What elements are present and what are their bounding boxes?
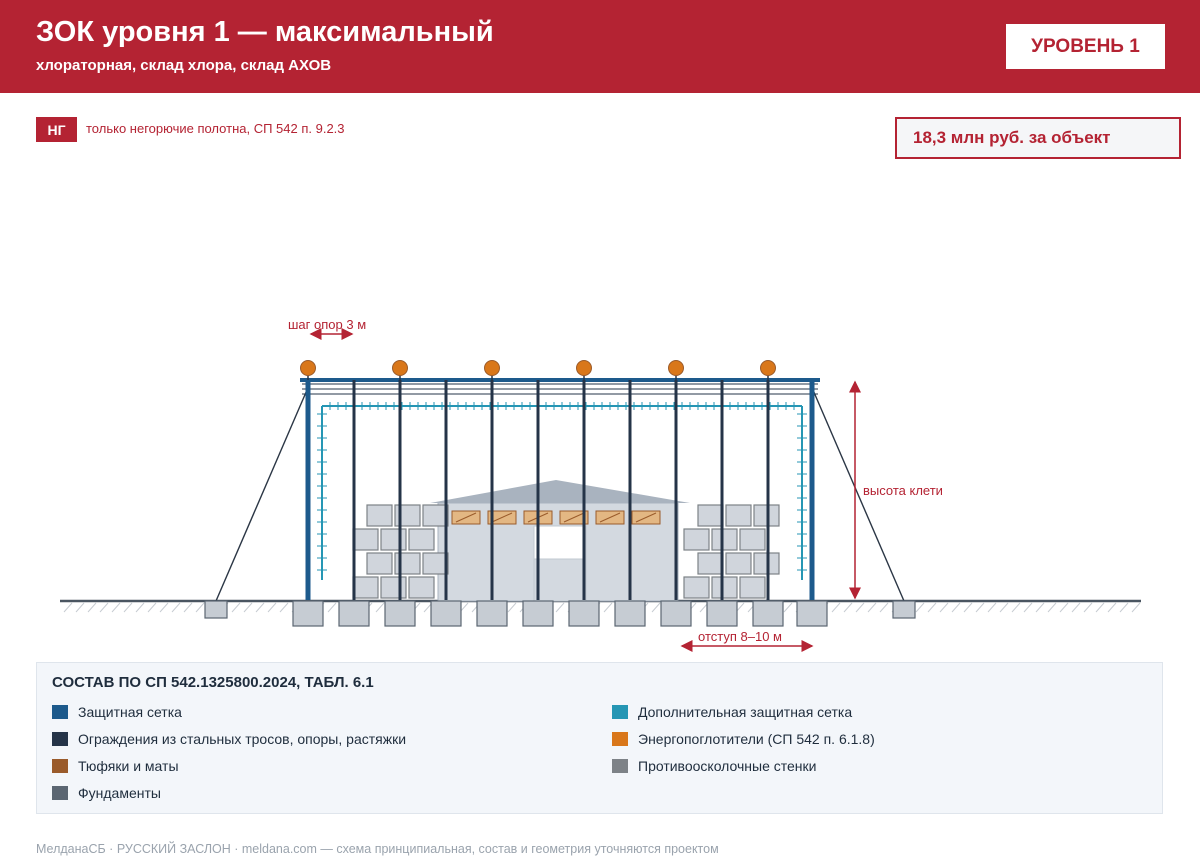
foundation-block	[523, 601, 553, 626]
ng-badge: НГ	[36, 117, 77, 142]
dimension-support-step	[288, 317, 366, 334]
legend-item-label: Энергопоглотители (СП 542 п. 6.1.8)	[638, 731, 875, 747]
legend-item-label: Противоосколочные стенки	[638, 758, 817, 774]
dimension-offset	[682, 629, 812, 646]
footer-text: МелданаСБ · РУССКИЙ ЗАСЛОН · meldana.com — схема принципиальная, состав и геометрия уточняются проектом	[36, 842, 719, 856]
legend-item-foundations	[52, 785, 161, 801]
foundation-block	[707, 601, 737, 626]
legend-swatch	[612, 759, 628, 773]
legend-title: СОСТАВ ПО СП 542.1325800.2024, ТАБЛ. 6.1	[52, 674, 374, 691]
page-subtitle: хлораторная, склад хлора, склад АХОВ	[36, 57, 332, 74]
energy-absorber	[669, 361, 684, 376]
legend-panel	[36, 662, 1163, 814]
anchor-block	[205, 601, 227, 618]
energy-absorber	[393, 361, 408, 376]
foundation-block	[339, 601, 369, 626]
foundation-block	[615, 601, 645, 626]
price-text: 18,3 млн руб. за объект	[913, 128, 1111, 147]
energy-absorbers	[301, 361, 776, 381]
foundation-block	[753, 601, 783, 626]
energy-absorber	[577, 361, 592, 376]
legend-item-additional-net	[612, 704, 852, 720]
legend-item-energy-absorbers	[612, 731, 875, 747]
building-door	[534, 559, 586, 601]
legend-item-label: Защитная сетка	[78, 704, 182, 720]
legend-item-label: Тюфяки и маты	[78, 758, 179, 774]
cable-lines	[302, 384, 818, 394]
foundation-block	[385, 601, 415, 626]
legend-item-mattresses	[52, 758, 179, 774]
label-support-step: шаг опор 3 м	[288, 317, 367, 332]
legend-item-blast-walls	[612, 758, 816, 774]
legend-swatch	[612, 705, 628, 719]
foundation-block	[569, 601, 599, 626]
anchor-block	[893, 601, 915, 618]
page-title: ЗОК уровня 1 — максимальный	[36, 16, 494, 48]
label-offset: отступ 8–10 м	[698, 629, 782, 644]
legend-swatch	[52, 705, 68, 719]
foundation-block	[797, 601, 827, 626]
blast-wall-right	[684, 505, 779, 598]
legend-swatch	[612, 732, 628, 746]
energy-absorber	[485, 361, 500, 376]
energy-absorber	[761, 361, 776, 376]
legend-item-label: Фундаменты	[78, 785, 161, 801]
level-badge: УРОВЕНЬ 1	[1006, 24, 1165, 69]
energy-absorber	[301, 361, 316, 376]
foundation-block	[477, 601, 507, 626]
legend-item-label: Дополнительная защитная сетка	[638, 704, 853, 720]
legend-swatch	[52, 759, 68, 773]
foundation-block	[661, 601, 691, 626]
legend-swatch	[52, 786, 68, 800]
label-cage-height: высота клети	[863, 483, 943, 498]
ng-note-text: только негорючие полотна, СП 542 п. 9.2.3	[86, 121, 345, 136]
dimension-cage-height	[855, 382, 943, 598]
legend-item-label: Ограждения из стальных тросов, опоры, растяжки	[78, 731, 407, 747]
foundation-block	[431, 601, 461, 626]
foundations	[205, 601, 915, 626]
foundation-block	[293, 601, 323, 626]
protected-building	[430, 480, 690, 601]
legend-swatch	[52, 732, 68, 746]
legend-item-cable-fences	[52, 731, 406, 747]
building-window	[534, 526, 586, 559]
legend-item-protective-net	[52, 704, 182, 720]
